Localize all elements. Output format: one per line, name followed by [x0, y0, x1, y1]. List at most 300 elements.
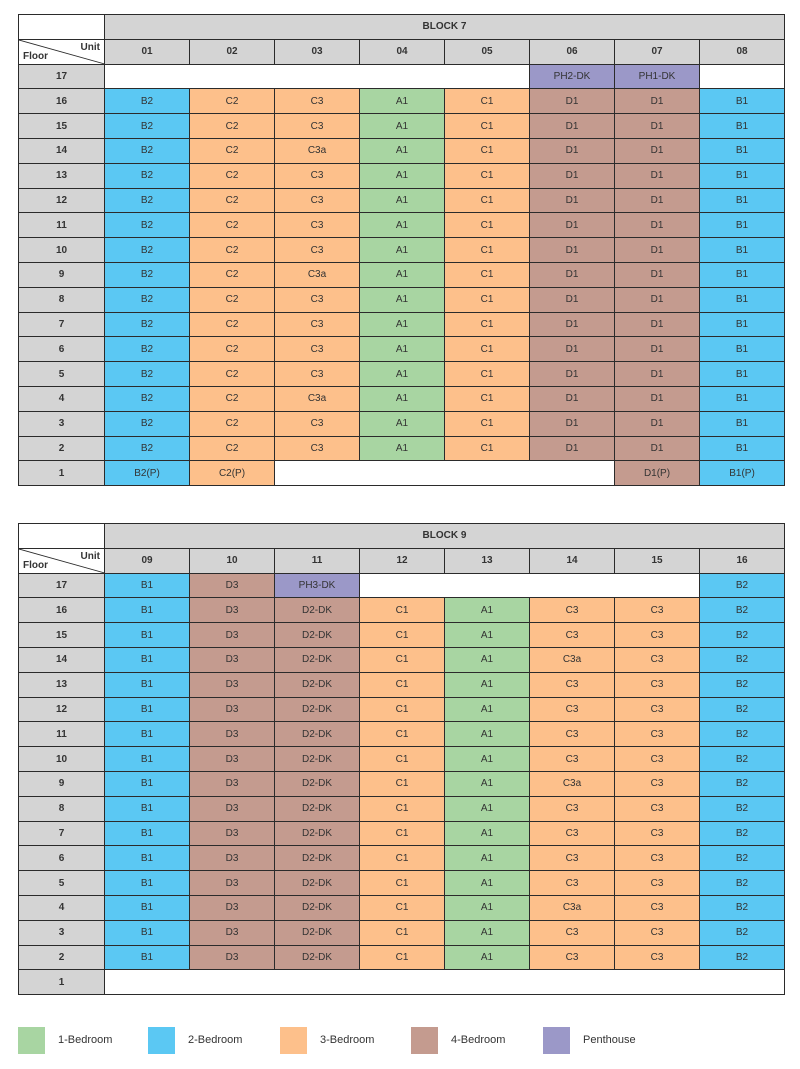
unit-type-cell: A1	[445, 647, 530, 672]
unit-type-cell: A1	[445, 623, 530, 648]
unit-type-cell: D1	[615, 89, 700, 114]
unit-type-cell: C2	[190, 411, 275, 436]
unit-type-cell: B2	[105, 337, 190, 362]
unit-type-cell: D1	[615, 337, 700, 362]
unit-type-cell: A1	[360, 312, 445, 337]
unit-type-cell: B1	[105, 647, 190, 672]
floor-number: 13	[19, 163, 105, 188]
unit-type-cell: C1	[445, 138, 530, 163]
unit-type-cell: A1	[445, 846, 530, 871]
unit-number: 14	[530, 548, 615, 573]
unit-type-cell: D2-DK	[275, 623, 360, 648]
unit-type-cell: B2	[105, 114, 190, 139]
unit-type-cell: B2	[105, 238, 190, 263]
floor-number: 3	[19, 920, 105, 945]
floor-row	[19, 138, 785, 163]
legend-swatch	[18, 1027, 45, 1054]
unit-type-cell: D1	[530, 213, 615, 238]
unit-type-cell: C3	[530, 846, 615, 871]
unit-type-cell: C3	[275, 287, 360, 312]
unit-type-cell: C3	[275, 89, 360, 114]
floor-number: 2	[19, 945, 105, 970]
floor-number: 8	[19, 287, 105, 312]
floor-number: 12	[19, 697, 105, 722]
unit-type-cell: A1	[360, 163, 445, 188]
floor-row	[19, 362, 785, 387]
unit-type-cell: C3	[615, 945, 700, 970]
unit-type-cell: C3	[615, 672, 700, 697]
unit-type-cell: C2	[190, 337, 275, 362]
title-row	[19, 524, 785, 549]
unit-type-cell: A1	[360, 436, 445, 461]
unit-type-cell: D1	[615, 262, 700, 287]
legend-label: Penthouse	[583, 1034, 636, 1046]
unit-type-cell: B2	[700, 871, 785, 896]
floor-row	[19, 647, 785, 672]
unit-type-cell: C1	[445, 287, 530, 312]
unit-type-cell: D3	[190, 796, 275, 821]
unit-type-cell: C2	[190, 163, 275, 188]
unit-type-cell: D3	[190, 722, 275, 747]
unit-number: 02	[190, 39, 275, 64]
floor-row	[19, 188, 785, 213]
unit-type-cell: B2	[105, 287, 190, 312]
floor-row	[19, 623, 785, 648]
unit-type-cell: B1	[105, 895, 190, 920]
unit-type-cell: D1	[530, 411, 615, 436]
unit-type-cell: C1	[445, 89, 530, 114]
unit-type-cell: A1	[445, 722, 530, 747]
title-row	[19, 15, 785, 40]
unit-type-cell: B1	[105, 920, 190, 945]
floor-number: 7	[19, 312, 105, 337]
unit-type-cell: C2	[190, 89, 275, 114]
unit-type-cell: B1	[105, 697, 190, 722]
unit-type-cell: B2	[700, 821, 785, 846]
unit-number: 08	[700, 39, 785, 64]
unit-type-cell: D1	[530, 188, 615, 213]
floor-row	[19, 213, 785, 238]
unit-type-cell: A1	[360, 238, 445, 263]
unit-type-cell: D2-DK	[275, 920, 360, 945]
unit-type-cell: C3	[530, 623, 615, 648]
unit-type-cell: C1	[360, 672, 445, 697]
unit-type-cell: B1	[700, 238, 785, 263]
unit-type-cell: B2	[700, 846, 785, 871]
floor-number: 11	[19, 213, 105, 238]
floor-row	[19, 436, 785, 461]
floor-number: 2	[19, 436, 105, 461]
unit-type-cell: C3	[530, 821, 615, 846]
unit-type-cell: B1	[700, 411, 785, 436]
unit-type-cell: A1	[360, 213, 445, 238]
unit-type-cell: C2	[190, 138, 275, 163]
unit-header-row	[19, 548, 785, 573]
unit-type-cell: C3	[530, 945, 615, 970]
unit-type-cell: D3	[190, 771, 275, 796]
unit-type-cell: B2	[105, 262, 190, 287]
unit-type-cell: C2	[190, 312, 275, 337]
unit-type-cell: D2-DK	[275, 895, 360, 920]
unit-type-cell: B2	[105, 188, 190, 213]
unit-number: 01	[105, 39, 190, 64]
unit-type-cell: C1	[360, 945, 445, 970]
floor-row	[19, 114, 785, 139]
unit-type-cell: C3	[530, 796, 615, 821]
unit-type-cell: B1	[700, 436, 785, 461]
unit-header-row	[19, 39, 785, 64]
unit-type-cell: B2	[105, 213, 190, 238]
unit-type-cell: C3	[615, 623, 700, 648]
block-9-table	[18, 523, 785, 995]
unit-type-cell: D1	[615, 163, 700, 188]
floor-number: 15	[19, 114, 105, 139]
floor-row	[19, 238, 785, 263]
unit-type-cell: C3a	[530, 647, 615, 672]
unit-type-cell: C1	[445, 386, 530, 411]
unit-type-cell: C1	[445, 262, 530, 287]
floor-row	[19, 262, 785, 287]
floor-number: 15	[19, 623, 105, 648]
unit-type-cell: C3	[615, 647, 700, 672]
unit-number: 13	[445, 548, 530, 573]
unit-type-cell: C3a	[275, 262, 360, 287]
unit-type-cell: A1	[445, 771, 530, 796]
unit-type-cell: C3	[275, 188, 360, 213]
unit-type-cell: B1	[700, 262, 785, 287]
unit-type-cell: A1	[445, 747, 530, 772]
unit-type-cell: C1	[445, 312, 530, 337]
legend-label: 1-Bedroom	[58, 1034, 113, 1046]
unit-type-cell: C1	[360, 722, 445, 747]
unit-type-cell: C1	[445, 188, 530, 213]
floor-number: 4	[19, 386, 105, 411]
floor-number: 17	[19, 573, 105, 598]
unit-type-cell: C3	[615, 920, 700, 945]
unit-type-cell: B1	[105, 623, 190, 648]
unit-type-cell: C1	[445, 362, 530, 387]
unit-type-cell: D2-DK	[275, 697, 360, 722]
unit-type-cell: A1	[445, 821, 530, 846]
unit-number: 06	[530, 39, 615, 64]
unit-type-cell: A1	[360, 411, 445, 436]
unit-type-cell: B1	[105, 573, 190, 598]
unit-type-cell: D3	[190, 623, 275, 648]
floor-row	[19, 461, 785, 486]
unit-type-cell: C1	[445, 436, 530, 461]
unit-type-cell: C3	[615, 598, 700, 623]
floor-row	[19, 846, 785, 871]
legend-swatch	[411, 1027, 438, 1054]
floor-row	[19, 796, 785, 821]
unit-type-cell: C3	[530, 747, 615, 772]
empty-cell	[105, 970, 785, 995]
block-title: BLOCK 7	[105, 15, 785, 40]
unit-type-cell: B2	[700, 796, 785, 821]
unit-type-cell: B1	[105, 945, 190, 970]
unit-type-cell: B1	[700, 114, 785, 139]
unit-type-cell: B1	[105, 846, 190, 871]
unit-type-cell: C2	[190, 386, 275, 411]
unit-type-cell: C2	[190, 114, 275, 139]
unit-type-cell: C1	[360, 796, 445, 821]
empty-cell	[360, 573, 700, 598]
unit-type-cell: D1	[615, 362, 700, 387]
unit-type-cell: C2	[190, 436, 275, 461]
unit-type-cell: D2-DK	[275, 722, 360, 747]
unit-type-cell: D1	[615, 188, 700, 213]
unit-type-cell: D2-DK	[275, 871, 360, 896]
floor-row	[19, 771, 785, 796]
floor-row	[19, 672, 785, 697]
unit-type-cell: B1	[700, 89, 785, 114]
unit-type-cell: B2	[700, 697, 785, 722]
unit-type-cell: C3a	[275, 386, 360, 411]
unit-type-cell: D1	[530, 138, 615, 163]
unit-type-cell: A1	[445, 598, 530, 623]
unit-type-cell: C3a	[530, 771, 615, 796]
unit-type-cell: C3	[615, 747, 700, 772]
unit-label: Unit	[80, 550, 100, 562]
unit-type-cell: D1	[530, 262, 615, 287]
floor-number: 8	[19, 796, 105, 821]
unit-type-cell: D2-DK	[275, 846, 360, 871]
unit-type-cell: D3	[190, 747, 275, 772]
unit-type-cell: A1	[360, 89, 445, 114]
unit-type-cell: B2	[105, 89, 190, 114]
unit-type-cell: C3a	[530, 895, 615, 920]
unit-type-cell: C3	[275, 114, 360, 139]
empty-cell	[700, 64, 785, 89]
unit-type-cell: D3	[190, 672, 275, 697]
unit-type-cell: C3	[530, 871, 615, 896]
unit-type-cell: D1	[530, 436, 615, 461]
legend-label: 4-Bedroom	[451, 1034, 506, 1046]
unit-type-cell: B2	[700, 945, 785, 970]
floor-number: 10	[19, 238, 105, 263]
unit-type-cell: D2-DK	[275, 771, 360, 796]
legend	[18, 1027, 798, 1057]
unit-type-cell: B1	[105, 722, 190, 747]
unit-type-cell: C2	[190, 262, 275, 287]
unit-type-cell: D1(P)	[615, 461, 700, 486]
unit-type-cell: B2	[105, 362, 190, 387]
unit-type-cell: D2-DK	[275, 945, 360, 970]
floor-number: 3	[19, 411, 105, 436]
floor-number: 9	[19, 771, 105, 796]
unit-type-cell: D3	[190, 647, 275, 672]
unit-number: 09	[105, 548, 190, 573]
unit-type-cell: D1	[530, 362, 615, 387]
floor-number: 10	[19, 747, 105, 772]
floor-number: 14	[19, 647, 105, 672]
floor-number: 9	[19, 262, 105, 287]
floor-number: 1	[19, 461, 105, 486]
floor-row	[19, 573, 785, 598]
unit-type-cell: A1	[360, 287, 445, 312]
unit-type-cell: C1	[360, 647, 445, 672]
floor-row	[19, 747, 785, 772]
unit-type-cell: D2-DK	[275, 821, 360, 846]
unit-type-cell: C3	[615, 821, 700, 846]
block-7-table	[18, 14, 785, 486]
unit-type-cell: D2-DK	[275, 796, 360, 821]
unit-label: Unit	[80, 41, 100, 53]
floor-row	[19, 89, 785, 114]
unit-type-cell: C3	[275, 411, 360, 436]
unit-type-cell: B2	[700, 895, 785, 920]
unit-type-cell: B1	[105, 871, 190, 896]
unit-type-cell: C3	[615, 722, 700, 747]
unit-type-cell: D1	[530, 163, 615, 188]
unit-type-cell: B2	[700, 722, 785, 747]
unit-type-cell: C3	[530, 697, 615, 722]
unit-type-cell: A1	[445, 871, 530, 896]
unit-type-cell: D1	[530, 312, 615, 337]
unit-type-cell: B1	[700, 163, 785, 188]
floor-row	[19, 722, 785, 747]
unit-number: 15	[615, 548, 700, 573]
unit-type-cell: A1	[445, 945, 530, 970]
unit-type-cell: A1	[445, 796, 530, 821]
unit-type-cell: B2	[700, 623, 785, 648]
unit-type-cell: D3	[190, 573, 275, 598]
floor-row	[19, 287, 785, 312]
empty-cell	[275, 461, 615, 486]
unit-type-cell: C3	[530, 920, 615, 945]
unit-grid	[18, 14, 785, 486]
unit-type-cell: D1	[530, 89, 615, 114]
floor-label: Floor	[23, 559, 48, 571]
floor-row	[19, 64, 785, 89]
unit-type-cell: D1	[615, 287, 700, 312]
unit-type-cell: C2	[190, 188, 275, 213]
unit-type-cell: D1	[615, 138, 700, 163]
unit-type-cell: C3	[275, 362, 360, 387]
floor-row	[19, 163, 785, 188]
unit-type-cell: B1	[700, 287, 785, 312]
unit-type-cell: C3	[275, 213, 360, 238]
unit-type-cell: B2(P)	[105, 461, 190, 486]
floor-number: 13	[19, 672, 105, 697]
unit-type-cell: C3	[275, 238, 360, 263]
unit-type-cell: C3	[530, 722, 615, 747]
floor-row	[19, 337, 785, 362]
unit-type-cell: D1	[530, 114, 615, 139]
unit-type-cell: A1	[445, 672, 530, 697]
unit-type-cell: B1	[700, 312, 785, 337]
floor-row	[19, 920, 785, 945]
unit-number: 07	[615, 39, 700, 64]
unit-type-cell: B1	[105, 771, 190, 796]
unit-type-cell: D3	[190, 697, 275, 722]
unit-type-cell: A1	[360, 138, 445, 163]
unit-type-cell: C3	[615, 846, 700, 871]
floor-row	[19, 895, 785, 920]
unit-type-cell: B2	[700, 747, 785, 772]
unit-type-cell: C1	[445, 411, 530, 436]
floor-number: 12	[19, 188, 105, 213]
unit-type-cell: C1	[360, 821, 445, 846]
unit-type-cell: C3	[275, 163, 360, 188]
unit-number: 03	[275, 39, 360, 64]
unit-type-cell: A1	[360, 337, 445, 362]
unit-type-cell: C1	[445, 337, 530, 362]
floor-number: 16	[19, 598, 105, 623]
unit-type-cell: C3	[615, 796, 700, 821]
legend-swatch	[280, 1027, 307, 1054]
unit-type-cell: C1	[360, 598, 445, 623]
unit-number: 04	[360, 39, 445, 64]
unit-type-cell: D3	[190, 920, 275, 945]
unit-type-cell: B1	[700, 138, 785, 163]
unit-type-cell: C1	[445, 213, 530, 238]
unit-type-cell: C1	[360, 697, 445, 722]
floor-number: 5	[19, 871, 105, 896]
unit-type-cell: C1	[360, 747, 445, 772]
floor-row	[19, 411, 785, 436]
legend-swatch	[148, 1027, 175, 1054]
unit-floor-corner	[19, 39, 105, 64]
unit-type-cell: B1	[700, 362, 785, 387]
unit-type-cell: A1	[360, 386, 445, 411]
unit-type-cell: C2	[190, 213, 275, 238]
unit-type-cell: B2	[105, 163, 190, 188]
empty-corner	[19, 524, 105, 549]
unit-type-cell: B2	[700, 598, 785, 623]
floor-row	[19, 821, 785, 846]
unit-type-cell: B2	[105, 138, 190, 163]
unit-type-cell: B2	[700, 672, 785, 697]
unit-type-cell: C3	[615, 771, 700, 796]
unit-type-cell: C3	[615, 697, 700, 722]
unit-number: 10	[190, 548, 275, 573]
unit-type-cell: B2	[700, 573, 785, 598]
unit-type-cell: A1	[360, 362, 445, 387]
unit-type-cell: B2	[700, 771, 785, 796]
unit-type-cell: B1(P)	[700, 461, 785, 486]
floor-label: Floor	[23, 50, 48, 62]
unit-type-cell: B1	[105, 821, 190, 846]
unit-type-cell: C1	[360, 920, 445, 945]
unit-type-cell: D1	[530, 287, 615, 312]
unit-type-cell: B1	[105, 747, 190, 772]
floor-number: 5	[19, 362, 105, 387]
unit-type-cell: D3	[190, 598, 275, 623]
unit-type-cell: A1	[445, 920, 530, 945]
unit-type-cell: B1	[700, 188, 785, 213]
unit-type-cell: C3	[275, 312, 360, 337]
unit-type-cell: D1	[615, 114, 700, 139]
unit-type-cell: B1	[700, 213, 785, 238]
floor-number: 6	[19, 337, 105, 362]
unit-type-cell: PH2-DK	[530, 64, 615, 89]
unit-type-cell: C1	[360, 846, 445, 871]
unit-type-cell: B2	[105, 436, 190, 461]
unit-type-cell: A1	[360, 188, 445, 213]
empty-cell	[105, 64, 530, 89]
unit-type-cell: D3	[190, 945, 275, 970]
unit-type-cell: B1	[700, 386, 785, 411]
floor-number: 11	[19, 722, 105, 747]
floor-row	[19, 312, 785, 337]
unit-type-cell: A1	[445, 697, 530, 722]
unit-type-cell: C1	[360, 895, 445, 920]
floor-number: 7	[19, 821, 105, 846]
unit-type-cell: D1	[530, 337, 615, 362]
unit-type-cell: C3	[530, 672, 615, 697]
unit-type-cell: D1	[530, 238, 615, 263]
